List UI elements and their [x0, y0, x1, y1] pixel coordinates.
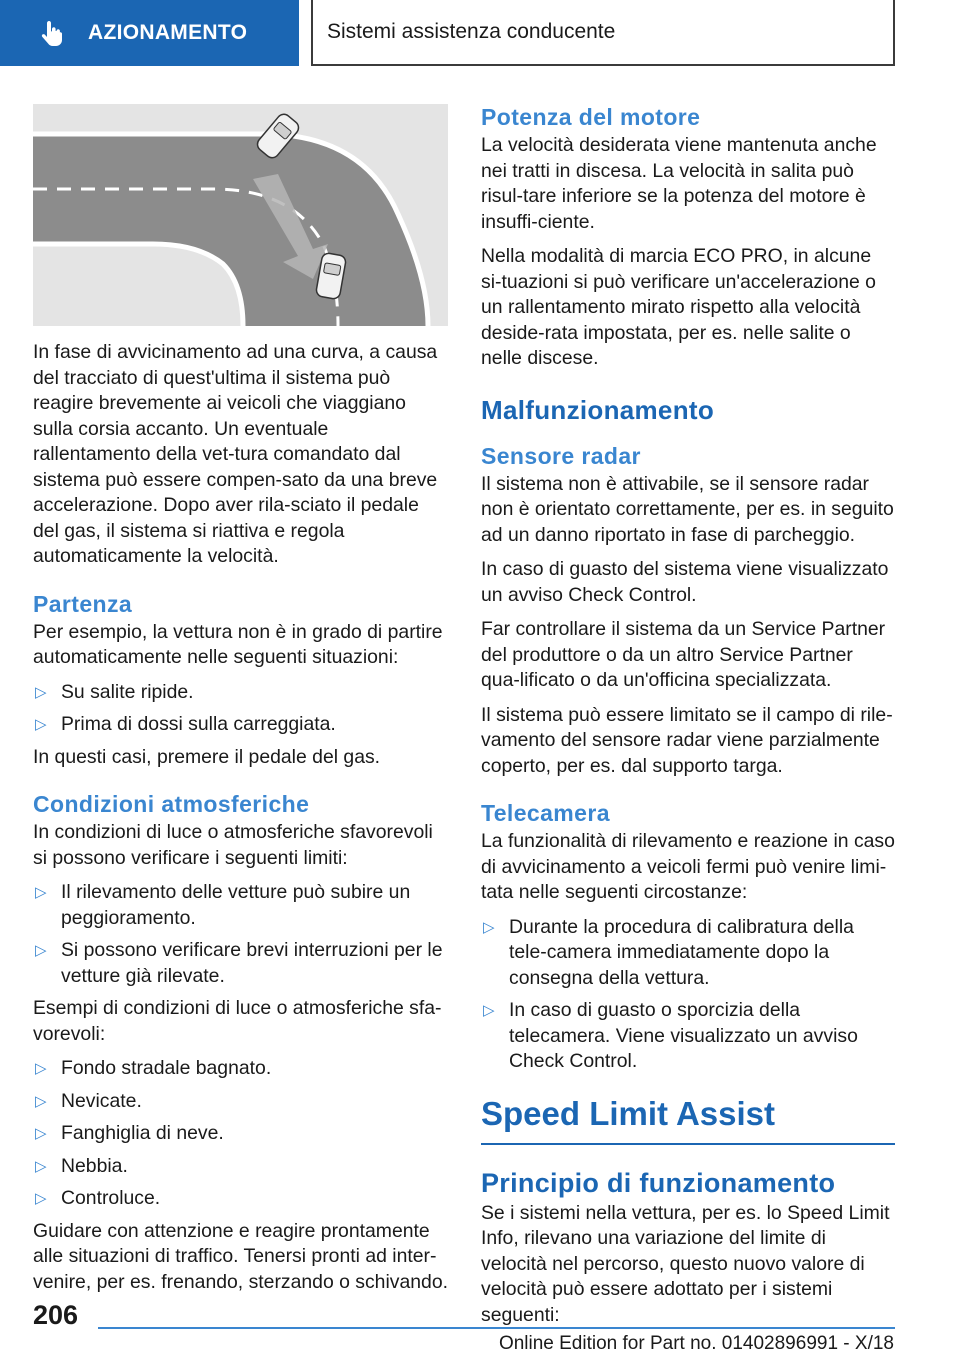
list-item: ▷ Controluce. [33, 1186, 448, 1212]
hand-pointer-icon [36, 17, 68, 49]
heading-sensore-radar: Sensore radar [481, 442, 641, 469]
triangle-bullet-icon: ▷ [35, 1125, 47, 1142]
page-header [0, 0, 960, 66]
condizioni-after: Guidare con attenzione e reagire prontamente alle situazioni di traffico. Tenersi pronti ad inter-venire, per es. frenando, sterzando o schivando. [33, 1219, 448, 1293]
sensore-p1: Il sistema non è attivabile, se il sensore radar non è orientato correttamente, per es. in seguito ad un danno riportato in fase di parcheggio. [481, 472, 894, 546]
left-column [33, 104, 448, 1304]
partenza-list [33, 680, 448, 738]
sensore-p4: Il sistema può essere limitato se il campo di rile-vamento del sensore radar viene parzialmente coperto, per es. dal supporto targa. [481, 703, 893, 777]
list-item: ▷ Fondo stradale bagnato. [33, 1056, 448, 1082]
triangle-bullet-icon: ▷ [35, 1092, 47, 1110]
heading-condizioni: Condizioni atmosferiche [33, 791, 310, 817]
section-tab-label: AZIONAMENTO [88, 21, 248, 44]
chapter-heading-box [311, 0, 895, 66]
triangle-bullet-icon: ▷ [35, 1190, 47, 1207]
list-item: ▷ Fanghiglia di neve. [33, 1121, 448, 1147]
condizioni-examples-list [33, 1056, 448, 1212]
footer-divider [98, 1327, 895, 1329]
list-item: ▷ Nevicate. [33, 1089, 448, 1115]
potenza-p2: Nella modalità di marcia ECO PRO, in alcune si-tuazioni si può verificare un'accelerazione o un rallentamento mirato rispetto alla velocità deside-rata impostata, per es. nelle salite o nelle discese. [481, 245, 876, 369]
triangle-bullet-icon: ▷ [483, 918, 495, 936]
list-item: ▷ Si possono verificare brevi interruzioni per le vetture già rilevate. [35, 939, 443, 987]
heading-malfunzionamento: Malfunzionamento [481, 394, 715, 425]
heading-telecamera: Telecamera [481, 800, 610, 826]
heading-principio: Principio di funzionamento [481, 1167, 836, 1198]
condizioni-text: In condizioni di luce o atmosferiche sfavorevoli si possono verificare i seguenti limiti: [33, 821, 433, 869]
sensore-p3: Far controllare il sistema da un Service Partner del produttore o da un altro Service Partner qua-lificato o da un'officina specializzata. [481, 618, 886, 691]
list-item: ▷ Nebbia. [33, 1154, 448, 1180]
list-item: ▷ Il rilevamento delle vetture può subire un peggioramento. [35, 881, 411, 929]
right-column [481, 103, 895, 1337]
triangle-bullet-icon: ▷ [35, 884, 47, 901]
triangle-bullet-icon: ▷ [35, 683, 47, 701]
heading-potenza: Potenza del motore [481, 104, 701, 130]
potenza-p1: La velocità desiderata viene mantenuta anche nei tratti in discesa. La velocità in salita può risul-tare inferiore se la potenza del motore è insuffi-ciente. [481, 134, 877, 233]
page-number: 206 [33, 1300, 79, 1330]
triangle-bullet-icon: ▷ [35, 942, 47, 959]
principio-text: Se i sistemi nella vettura, per es. lo Speed Limit Info, rilevano una variazione del limite di velocità nel percorso, questo nuovo valore di velocità può essere adottato per i sistemi seguenti: [481, 1201, 890, 1326]
triangle-bullet-icon: ▷ [35, 1157, 47, 1175]
intro-paragraph: In fase di avvicinamento ad una curva, a causa del tracciato di quest'ultima il sistema può reagire brevemente ai veicoli che viaggiano sulla corsia accanto. Un eventuale rallentamento della vet-tura comandato dal sistema può essere compen-sato da una breve accelerazione. Dopo aver rila-sciato il pedale del gas, il sistema si riattiva e regola automaticamente la velocità. [33, 341, 438, 567]
partenza-text: Per esempio, la vettura non è in grado di partire automaticamente nelle seguenti situazioni: [33, 620, 443, 668]
list-item: ▷ Prima di dossi sulla carreggiata. [33, 712, 448, 738]
telecamera-list [481, 915, 895, 1075]
triangle-bullet-icon: ▷ [35, 1060, 47, 1077]
heading-speed-limit-assist: Speed Limit Assist [481, 1093, 895, 1145]
footer-edition: Online Edition for Part no. 01402896991 - X/18 [498, 1333, 894, 1354]
section-tab[interactable] [0, 0, 299, 66]
partenza-after: In questi casi, premere il pedale del gas. [33, 745, 381, 768]
list-item: ▷ In caso di guasto o sporcizia della telecamera. Viene visualizzato un avviso Check Control. [483, 999, 858, 1072]
condizioni-examples-text: Esempi di condizioni di luce o atmosferiche sfa-vorevoli: [33, 997, 442, 1045]
list-item: ▷ Su salite ripide. [33, 680, 448, 706]
triangle-bullet-icon: ▷ [483, 1002, 495, 1019]
road-curve-illustration [33, 104, 448, 326]
telecamera-text: La funzionalità di rilevamento e reazione in caso di avvicinamento a veicoli fermi può venire limi-tata nelle seguenti circostanze: [481, 830, 895, 903]
heading-partenza: Partenza [33, 590, 133, 617]
triangle-bullet-icon: ▷ [35, 716, 47, 733]
chapter-title: Sistemi assistenza conducente [327, 20, 616, 43]
condizioni-list [33, 880, 448, 989]
list-item: ▷ Durante la procedura di calibratura della tele-camera immediatamente dopo la consegna della vettura. [483, 915, 854, 989]
sensore-p2: In caso di guasto del sistema viene visualizzato un avviso Check Control. [481, 558, 889, 606]
